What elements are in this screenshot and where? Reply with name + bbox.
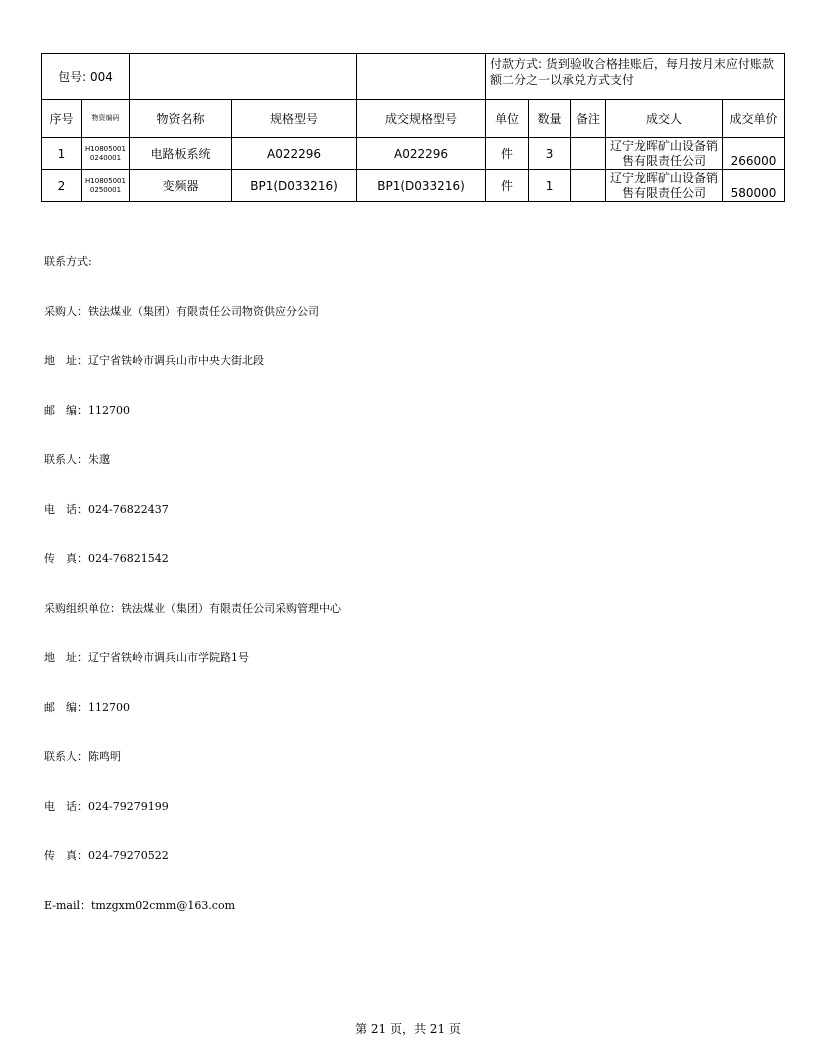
col-header-code: 物资编码: [82, 100, 130, 138]
row-remark: [571, 170, 606, 202]
table-row: [42, 138, 785, 170]
procurement-table: [41, 53, 785, 202]
contact-line: 邮 编：112700: [44, 403, 130, 417]
row-deal-spec: BP1(D033216): [357, 170, 486, 202]
row-code: H108050010250001: [82, 170, 130, 202]
row-qty: 1: [529, 170, 571, 202]
row-deal-spec: A022296: [357, 138, 486, 170]
column-header-row: [42, 100, 785, 138]
col-header-qty: 数量: [529, 100, 571, 138]
contact-line: 传 真：024-76821542: [44, 552, 169, 565]
row-spec: A022296: [232, 138, 357, 170]
contact-line: 地 址：辽宁省铁岭市调兵山市学院路1号: [44, 651, 249, 664]
col-header-name: 物资名称: [130, 100, 232, 138]
contact-line: 地 址：辽宁省铁岭市调兵山市中央大街北段: [44, 354, 264, 367]
row-name: 变频器: [130, 170, 232, 202]
blank-cell: [130, 54, 357, 100]
col-header-no: 序号: [42, 100, 82, 138]
contact-line: 采购人：铁法煤业（集团）有限责任公司物资供应分公司: [44, 304, 319, 318]
contact-line: 传 真：024-79270522: [44, 849, 169, 862]
row-unit: 件: [486, 170, 529, 202]
contact-line: 联系人：陈鸣明: [44, 750, 121, 763]
row-no: 2: [42, 170, 82, 202]
contact-heading: 联系方式:: [44, 255, 92, 268]
col-header-supplier: 成交人: [606, 100, 723, 138]
contact-email: E-mail：tmzgxm02cmm@163.com: [44, 898, 236, 912]
page-footer: 第 21 页，共 21 页: [355, 1022, 461, 1036]
row-remark: [571, 138, 606, 170]
payment-terms: 付款方式: 货到验收合格挂账后，每月按月末应付账款额二分之一以承兑方式支付: [486, 54, 785, 100]
col-header-deal-spec: 成交规格型号: [357, 100, 486, 138]
contact-line: 电 话：024-79279199: [44, 799, 169, 813]
table-header-row: [42, 54, 785, 100]
contact-line: 采购组织单位：铁法煤业（集团）有限责任公司采购管理中心: [44, 601, 341, 615]
row-supplier: 辽宁龙晖矿山设备销售有限责任公司: [606, 138, 723, 170]
row-no: 1: [42, 138, 82, 170]
table-row: [42, 170, 785, 202]
row-name: 电路板系统: [130, 138, 232, 170]
row-supplier: 辽宁龙晖矿山设备销售有限责任公司: [606, 170, 723, 202]
row-price: 266000: [723, 138, 785, 170]
blank-cell: [357, 54, 486, 100]
row-qty: 3: [529, 138, 571, 170]
row-spec: BP1(D033216): [232, 170, 357, 202]
contact-line: 联系人：朱邈: [44, 453, 110, 466]
col-header-unit: 单位: [486, 100, 529, 138]
contact-block: [44, 221, 341, 931]
contact-line: 邮 编：112700: [44, 700, 130, 714]
package-label: 包号: 004: [42, 54, 130, 100]
row-unit: 件: [486, 138, 529, 170]
col-header-remark: 备注: [571, 100, 606, 138]
col-header-spec: 规格型号: [232, 100, 357, 138]
row-code: H108050010240001: [82, 138, 130, 170]
row-price: 580000: [723, 170, 785, 202]
col-header-price: 成交单价: [723, 100, 785, 138]
contact-line: 电 话：024-76822437: [44, 502, 169, 516]
